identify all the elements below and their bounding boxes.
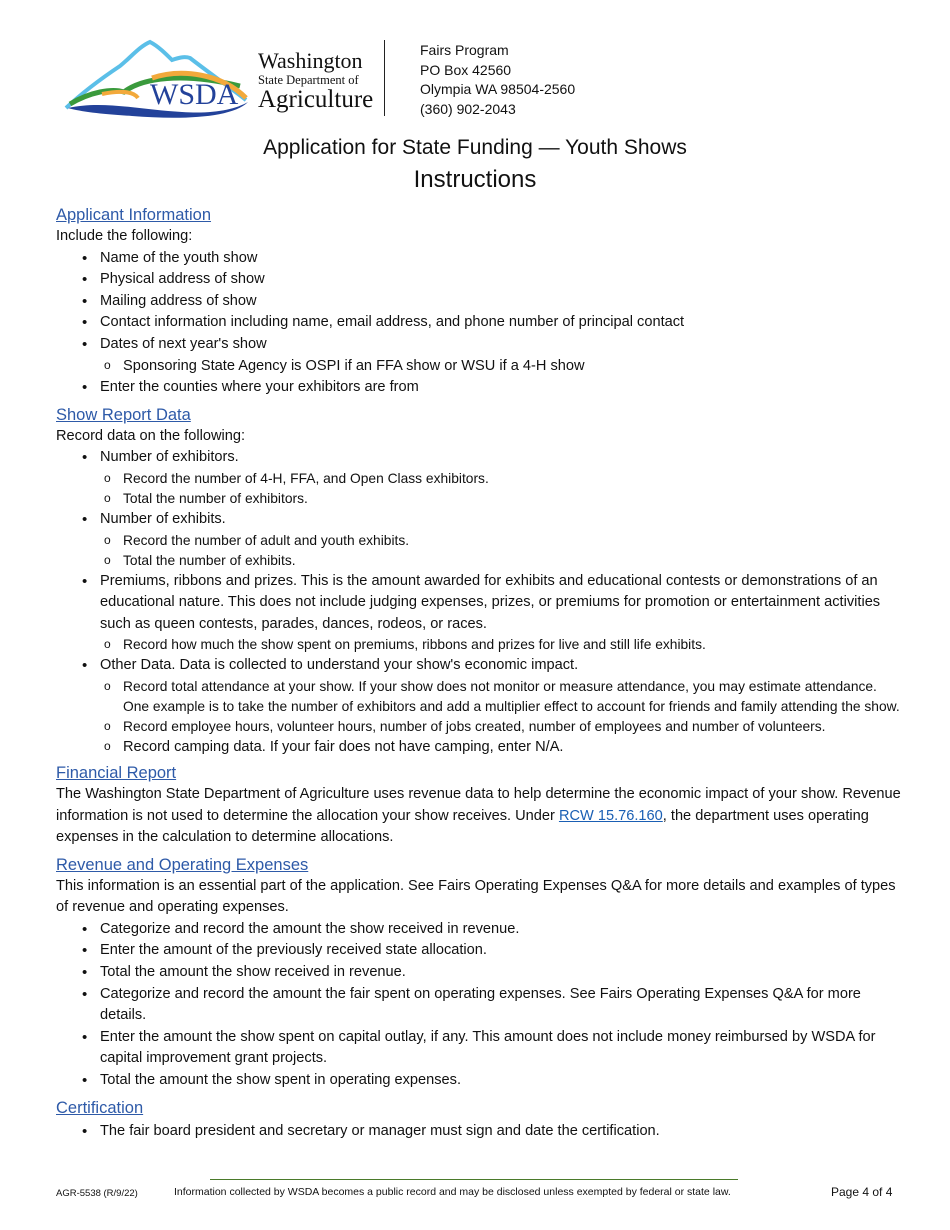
sub-list (100, 677, 906, 757)
financial-text-before: The Washington State Department of Agriculture uses revenue data to help determine the economic impact of your show. Revenue information is not used to determine the allocation your show receives. Under (56, 785, 901, 824)
list-item (56, 334, 906, 377)
list-item-text: Dates of next year's show (100, 335, 267, 352)
sub-list-item: o Total the number of exhibitors. (100, 489, 906, 509)
list-item-text: Other Data. Data is collected to understand your show's economic impact. (100, 657, 579, 674)
document-title: Application for State Funding — Youth Shows (263, 136, 687, 159)
certification-list (56, 1121, 906, 1143)
sub-list-item: o Record total attendance at your show. If your show does not monitor or measure attendance, you may estimate attendance. One example is to take the number of exhibitors and add a multiplier effect to account for friends and family attending the show. (100, 677, 906, 717)
sub-list-item: o Total the number of exhibits. (100, 551, 906, 571)
heading-show-report-data: Show Report Data (56, 405, 191, 424)
heading-certification: Certification (56, 1098, 144, 1117)
financial-text (56, 784, 906, 849)
contact-phone: (360) 902-2043 (420, 100, 516, 117)
sub-list-item: o Record employee hours, volunteer hours, number of jobs created, number of employees and number of volunteers. (100, 717, 906, 737)
show-report-intro: Record data on the following: (56, 427, 246, 444)
contact-program: Fairs Program (420, 42, 509, 58)
list-item (56, 447, 906, 509)
heading-financial-report: Financial Report (56, 763, 177, 782)
sub-list (100, 469, 906, 509)
list-item-text: Number of exhibits. (100, 510, 226, 527)
financial-text-after: , the department uses operating expenses in the calculation to determine allocations. (56, 807, 869, 846)
sub-list-item: o Record camping data. If your fair does not have camping, enter N/A. (100, 737, 906, 757)
letterhead (62, 38, 582, 120)
list-item (56, 655, 906, 757)
svg-text:WSDA: WSDA (150, 78, 239, 111)
page-number: Page 4 of 4 (831, 1185, 893, 1199)
sub-list-item: o Sponsoring State Agency is OSPI if an FFA show or WSU if a 4-H show (100, 356, 906, 378)
applicant-intro: Include the following: (56, 228, 193, 244)
revenue-intro: This information is an essential part of the application. See Fairs Operating Expenses Q&A for more details and examples of types of revenue and operating expenses. (56, 877, 896, 916)
list-item: • Name of the youth show (56, 248, 906, 270)
list-item: • Mailing address of show (56, 291, 906, 313)
sub-list (100, 531, 906, 571)
list-item: • Enter the amount of the previously received state allocation. (56, 940, 906, 962)
sub-list (100, 356, 906, 378)
list-item: • Categorize and record the amount the fair spent on operating expenses. See Fairs Operating Expenses Q&A for more details. (56, 984, 906, 1027)
document-subtitle: Instructions (413, 166, 537, 193)
instructions-body (56, 202, 906, 1142)
list-item: • Total the amount the show received in revenue. (56, 962, 906, 984)
list-item: • Total the amount the show spent in operating expenses. (56, 1070, 906, 1092)
header-divider (384, 40, 385, 116)
rcw-link[interactable]: RCW 15.76.160 (558, 807, 663, 824)
sub-list-item: o Record the number of 4-H, FFA, and Open Class exhibitors. (100, 469, 906, 489)
brand-washington: Washington (258, 48, 363, 73)
footer-divider (210, 1179, 738, 1180)
sub-list (100, 635, 906, 655)
list-item: • Contact information including name, email address, and phone number of principal contact (56, 312, 906, 334)
brand-state-department: State Department of (258, 73, 359, 87)
contact-city: Olympia WA 98504-2560 (420, 81, 576, 97)
brand-agriculture: Agriculture (258, 86, 374, 113)
show-report-list (56, 447, 906, 757)
list-item: • Physical address of show (56, 269, 906, 291)
wsda-logo-icon (62, 38, 252, 118)
list-item: • Enter the amount the show spent on capital outlay, if any. This amount does not include money reimbursed by WSDA for capital improvement grant projects. (56, 1027, 906, 1070)
form-code: AGR-5538 (R/9/22) (56, 1188, 138, 1199)
list-item-text: Number of exhibitors. (100, 449, 239, 466)
list-item (56, 509, 906, 571)
contact-block (420, 41, 575, 119)
list-item: • Categorize and record the amount the show received in revenue. (56, 919, 906, 941)
heading-revenue-expenses: Revenue and Operating Expenses (56, 855, 309, 874)
revenue-list (56, 919, 906, 1092)
list-item-text: Premiums, ribbons and prizes. This is the amount awarded for exhibits and educational contests or demonstrations of an educational nature. This does not include judging expenses, prizes, or premiums for promotion or entertainment activities such as queen contests, parades, dances, rodeos, or races. (100, 572, 881, 632)
applicant-list (56, 248, 906, 399)
list-item: • Enter the counties where your exhibitors are from (56, 377, 906, 399)
contact-po-box: PO Box 42560 (420, 61, 512, 78)
sub-list-item: o Record the number of adult and youth exhibits. (100, 531, 906, 551)
agency-name (258, 50, 378, 112)
list-item (56, 571, 906, 656)
sub-list-item: o Record how much the show spent on premiums, ribbons and prizes for live and still life exhibits. (100, 635, 906, 655)
heading-applicant-information: Applicant Information (56, 206, 212, 224)
public-record-notice: Information collected by WSDA becomes a public record and may be disclosed unless exempted by federal or state law. (174, 1186, 731, 1198)
list-item: • The fair board president and secretary or manager must sign and date the certification. (56, 1121, 906, 1143)
